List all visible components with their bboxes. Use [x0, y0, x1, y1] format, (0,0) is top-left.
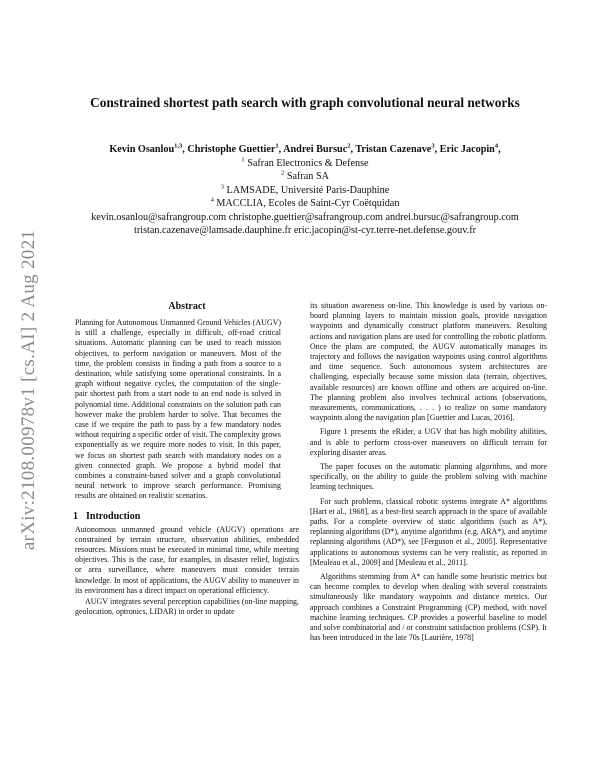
affiliation: $^1$ Safran Electronics & Defense [241, 156, 369, 169]
section-title: Introduction [86, 510, 141, 522]
paragraph: Figure 1 presents the eRider, a UGV that has high mobility abilities, and is able to perform cross-over maneuvers on difficult terrain for exploring disaster areas. [310, 427, 547, 457]
section-number: 1 [73, 510, 78, 522]
paper-header [50, 143, 560, 237]
paragraph: AUGV integrates several perception capabilities (on-line mapping, geolocation, optronics, LIDAR) in order to update [75, 597, 299, 617]
section-heading-introduction [73, 511, 299, 522]
right-column [310, 301, 547, 644]
arxiv-identifier-text[interactable]: arXiv:2108.00978v1 [cs.AI] 2 Aug 2021 [18, 229, 39, 551]
author: Tristan Cazenave$^3$, [355, 142, 440, 155]
author: Eric Jacopin$^4$, [439, 142, 501, 155]
paragraph: its situation awareness on-line. This knowledge is used by various on-board planning layers to maintain mission goals, provide navigation waypoints and dynamically construct platform maneuvers. Resulting actions and navigation plans are used for controlling the robotic platform. Once the plans are computed, the AUGV automatically manages its trajectory and follows the navigation waypoints using control algorithms and time sequence. Such autonomous system architectures are challenging, especially because some mission data (terrain, objectives, available resources) are known offline and others are acquired on-line. The planning problem also involves technical actions (observations, measurements, communications, . . . ) to realize on some mandatory waypoints along the navigation plan [Guettier and Lucas, 2016]. [310, 301, 547, 423]
affiliation: $^4$ MACCLIA, Ecoles de Saint-Cyr Coëtquidan [210, 196, 400, 209]
author-list [50, 143, 560, 156]
abstract-text: Planning for Autonomous Unmanned Ground Vehicles (AUGV) is still a challenge, especially in difficult, off-road critical situations. Automatic planning can be used to reach mission objectives, to perform navigation or maneuvers. Most of the time, the problem consists in finding a path from a source to a destination, while satisfying some operational constraints. In a graph without negative cycles, the computation of the single-pair shortest path from a start node to an end node is solved in polynomial time. Additional constraints on the solution path can however make the problem harder to solve. That becomes the case if we require the path to pass by a few mandatory nodes without requiring a specific order of visit. The complexity grows exponentially as we require more nodes to visit. In this paper, we focus on shortest path search with mandatory nodes on a given connected graph. We propose a hybrid model that combines a constraint-based solver and a graph convolutional neural network to improve search performance. Promising results are obtained on realistic scenarios. [75, 318, 281, 501]
author: Christophe Guettier$^1$, [187, 142, 284, 155]
abstract-heading: Abstract [168, 301, 206, 312]
affiliation: $^3$ LAMSADE, Université Paris-Dauphine [220, 183, 390, 196]
paragraph: The paper focuses on the automatic planning algorithms, and more specifically, on the ability to guide the problem solving with machine learning techniques. [310, 462, 547, 492]
paragraph: Algorithms stemming from A* can handle some heuristic metrics but can become complex to develop when dealing with several constraints simultaneously like mandatory waypoints and distance metrics. Our approach combines a Constraint Programming (CP) method, with novel machine learning techniques. CP provides a powerful baseline to model and solve combinatorial and / or constraint satisfaction problems (CSP). It has been introduced in the late 70s [Laurière, 1978] [310, 572, 547, 643]
left-column [75, 301, 299, 617]
arxiv-identifier-stamp [12, 210, 46, 570]
paragraph: For such problems, classical robotic systems integrate A* algorithms [Hart et al., 1968], as a best-first search approach in the space of available paths. For a complete overview of static algorithms (such as A*), replanning algorithms (D*), anytime algorithms (e.g. ARA*), and anytime replanning algorithms (AD*), see [Ferguson et al., 2005]. Representative applications to autonomous systems can be very realistic, as reported in [Meuleau et al., 2009] and [Meuleau et al., 2011]. [310, 496, 547, 567]
author: Andrei Bursuc$^2$, [283, 142, 356, 155]
author: Kevin Osanlou$^{1,3}$, [109, 142, 188, 155]
affiliation: $^2$ Safran SA [281, 169, 329, 183]
email-line[interactable]: tristan.cazenave@lamsade.dauphine.fr eric.jacopin@st-cyr.terre-net.defense.gouv.fr [134, 225, 476, 237]
email-line[interactable]: kevin.osanlou@safrangroup.com christophe.guettier@safrangroup.com andrei.bursuc@safrangroup.com [91, 212, 519, 224]
author-emails [50, 211, 560, 237]
paragraph: Autonomous unmanned ground vehicle (AUGV) operations are constrained by terrain structure, observation abilities, embedded resources. Missions must be executed in minimal time, while meeting objectives. This is the case, for examples, in disaster relief, logistics or area surveillance, where maneuvers must consider terrain knowledge. In most of applications, the AUGV ability to maneuver in its environment has a direct impact on operational efficiency. [75, 524, 299, 595]
paper-title: Constrained shortest path search with graph convolutional neural networks [90, 95, 520, 110]
